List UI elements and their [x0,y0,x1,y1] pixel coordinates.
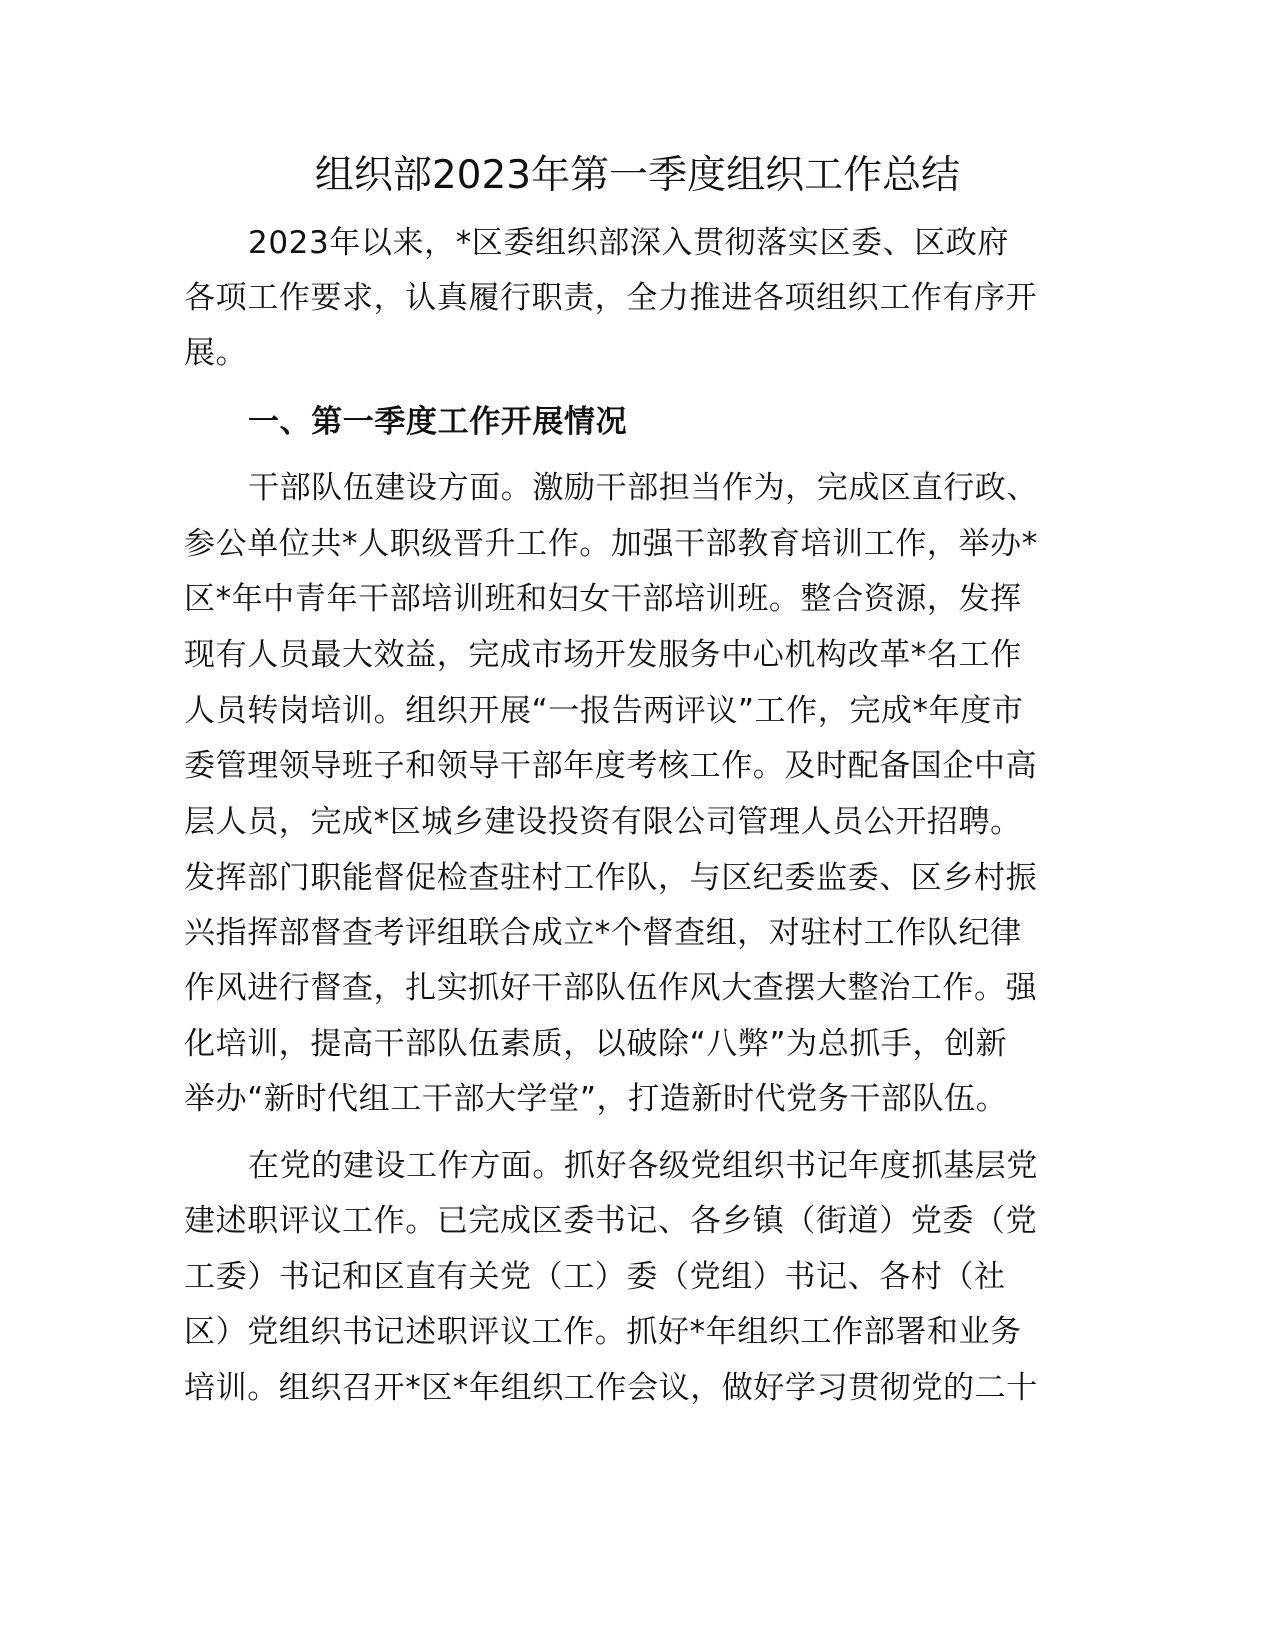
paragraph-line: 委管理领导班子和领导干部年度考核工作。及时配备国企中高 [184,748,1038,784]
paragraph-line: 参公单位共*人职级晋升工作。加强干部教育培训工作，举办* [184,526,1038,562]
paragraph-line: 发挥部门职能督促检查驻村工作队，与区纪委监委、区乡村振 [184,860,1038,896]
paragraph-line: 工委）书记和区直有关党（工）委（党组）书记、各村（社 [184,1259,1006,1295]
paragraph-line: 作风进行督查，扎实抓好干部队伍作风大查摆大整治工作。强 [184,970,1038,1006]
paragraph-line: 建述职评议工作。已完成区委书记、各乡镇（街道）党委（党 [184,1203,1038,1239]
paragraph-line: 各项工作要求，认真履行职责，全力推进各项组织工作有序开 [184,280,1038,316]
paragraph-line: 在党的建设工作方面。抓好各级党组织书记年度抓基层党 [248,1148,1038,1184]
paragraph-line: 培训。组织召开*区*年组织工作会议，做好学习贯彻党的二十 [184,1370,1038,1406]
paragraph-line: 兴指挥部督查考评组联合成立*个督查组，对驻村工作队纪律 [184,915,1022,951]
paragraph-line: 区*年中青年干部培训班和妇女干部培训班。整合资源，发挥 [184,581,1022,617]
paragraph-line: 层人员，完成*区城乡建设投资有限公司管理人员公开招聘。 [184,804,1022,840]
paragraph-line: 2023年以来，*区委组织部深入贯彻落实区委、区政府 [248,225,1009,261]
document-title: 组织部2023年第一季度组织工作总结 [314,153,961,198]
paragraph-line: 举办“新时代组工干部大学堂”，打造新时代党务干部队伍。 [184,1081,1008,1117]
paragraph-line: 展。 [184,335,248,371]
paragraph-line: 干部队伍建设方面。激励干部担当作为，完成区直行政、 [248,470,1038,506]
paragraph-line: 化培训，提高干部队伍素质，以破除“八弊”为总抓手，创新 [184,1026,1008,1062]
paragraph-line: 现有人员最大效益，完成市场开发服务中心机构改革*名工作 [184,637,1022,673]
section-heading: 一、第一季度工作开展情况 [248,404,628,440]
paragraph-line: 人员转岗培训。组织开展“一报告两评议”工作，完成*年度市 [184,693,1024,729]
paragraph-line: 区）党组织书记述职评议工作。抓好*年组织工作部署和业务 [184,1314,1022,1350]
